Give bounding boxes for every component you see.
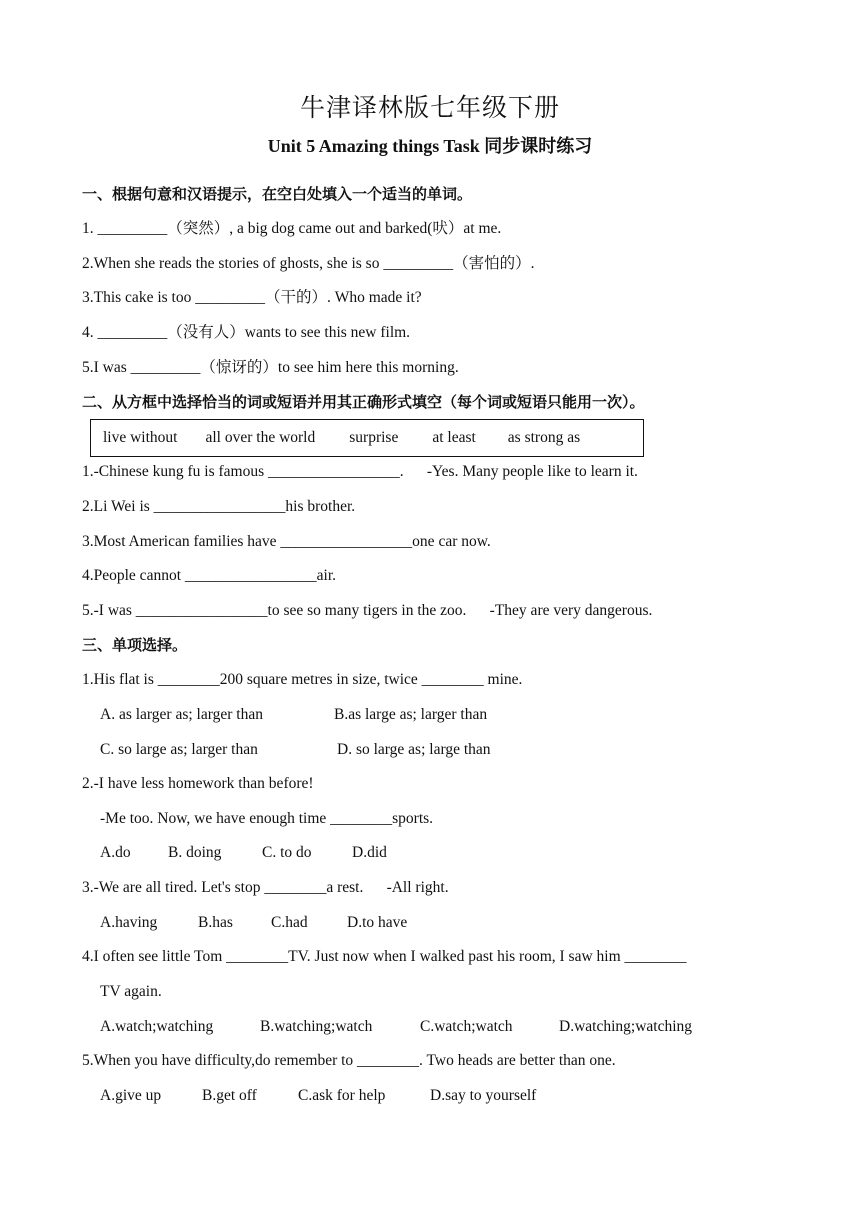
q5-option-b: B.get off <box>202 1087 257 1104</box>
q4-option-c: C.watch;watch <box>420 1018 513 1035</box>
q3-option-b: B.has <box>198 914 233 931</box>
section1-heading: 一、根据句意和汉语提示，在空白处填入一个适当的单词。 <box>82 185 473 203</box>
word-bank-item: all over the world <box>205 429 316 446</box>
q3-option-a: A.having <box>100 914 158 931</box>
word-bank-item: surprise <box>349 429 399 446</box>
q4-options <box>100 1017 692 1037</box>
q1-options-row1 <box>100 705 487 725</box>
q5-options <box>100 1086 536 1106</box>
section1-item-2: 2.When she reads the stories of ghosts, she is so _________（害怕的）. <box>82 255 535 272</box>
q1-stem: 1.His flat is ________200 square metres in size, twice ________ mine. <box>82 671 523 688</box>
section2-heading: 二、从方框中选择恰当的词或短语并用其正确形式填空（每个词或短语只能用一次）。 <box>82 393 645 411</box>
q4-option-a: A.watch;watching <box>100 1018 214 1035</box>
q1-option-a: A. as larger as; larger than <box>100 706 263 723</box>
q5-option-a: A.give up <box>100 1087 162 1104</box>
q5-option-c: C.ask for help <box>298 1087 386 1104</box>
q2-option-a: A.do <box>100 844 131 861</box>
q1-option-c: C. so large as; larger than <box>100 741 258 758</box>
q5-option-d: D.say to yourself <box>430 1087 537 1104</box>
q4-option-d: D.watching;watching <box>559 1018 693 1035</box>
q1-option-b: B.as large as; larger than <box>334 706 488 723</box>
word-bank-box <box>90 419 644 457</box>
word-bank-item: as strong as <box>507 429 581 446</box>
section3-heading: 三、单项选择。 <box>82 636 188 654</box>
section2-item-2: 2.Li Wei is _________________his brother. <box>82 498 356 515</box>
q4-stem: 4.I often see little Tom ________TV. Just now when I walked past his room, I saw him ________ <box>82 948 687 965</box>
section1-item-1: 1. _________（突然）, a big dog came out and barked(吠）at me. <box>82 220 502 237</box>
section1-item-5: 5.I was _________（惊讶的）to see him here this morning. <box>82 359 459 376</box>
section2-item-1: 1.-Chinese kung fu is famous _________________. -Yes. Many people like to learn it. <box>82 463 638 480</box>
page-subtitle: Unit 5 Amazing things Task 同步课时练习 <box>267 136 593 156</box>
q2-option-d: D.did <box>352 844 387 861</box>
q3-option-c: C.had <box>271 914 308 931</box>
q3-stem: 3.-We are all tired. Let's stop ________a rest. -All right. <box>82 879 449 896</box>
q2-stem: 2.-I have less homework than before! <box>82 775 314 792</box>
q3-option-d: D.to have <box>347 914 408 931</box>
q4-option-b: B.watching;watch <box>260 1018 373 1035</box>
section2-item-4: 4.People cannot _________________air. <box>82 567 336 584</box>
q1-option-d: D. so large as; large than <box>337 741 491 758</box>
section2-item-5: 5.-I was _________________to see so many tigers in the zoo. -They are very dangerous. <box>82 602 653 619</box>
q2-options <box>100 843 387 863</box>
q5-stem: 5.When you have difficulty,do remember to ________. Two heads are better than one. <box>82 1052 616 1069</box>
word-bank-item: at least <box>432 429 476 446</box>
q2-option-c: C. to do <box>262 844 312 861</box>
q2-stem-2: -Me too. Now, we have enough time ________sports. <box>100 810 434 827</box>
q3-options <box>100 913 407 933</box>
q4-stem-2: TV again. <box>100 983 162 1000</box>
page-title: 牛津译林版七年级下册 <box>299 95 560 122</box>
section2-item-3: 3.Most American families have _________________one car now. <box>82 533 491 550</box>
q1-options-row2 <box>100 740 491 760</box>
word-bank-item: live without <box>103 429 178 446</box>
q2-option-b: B. doing <box>168 844 222 861</box>
section1-item-4: 4. _________（没有人）wants to see this new film. <box>82 324 411 341</box>
section1-item-3: 3.This cake is too _________（干的）. Who made it? <box>82 289 422 306</box>
